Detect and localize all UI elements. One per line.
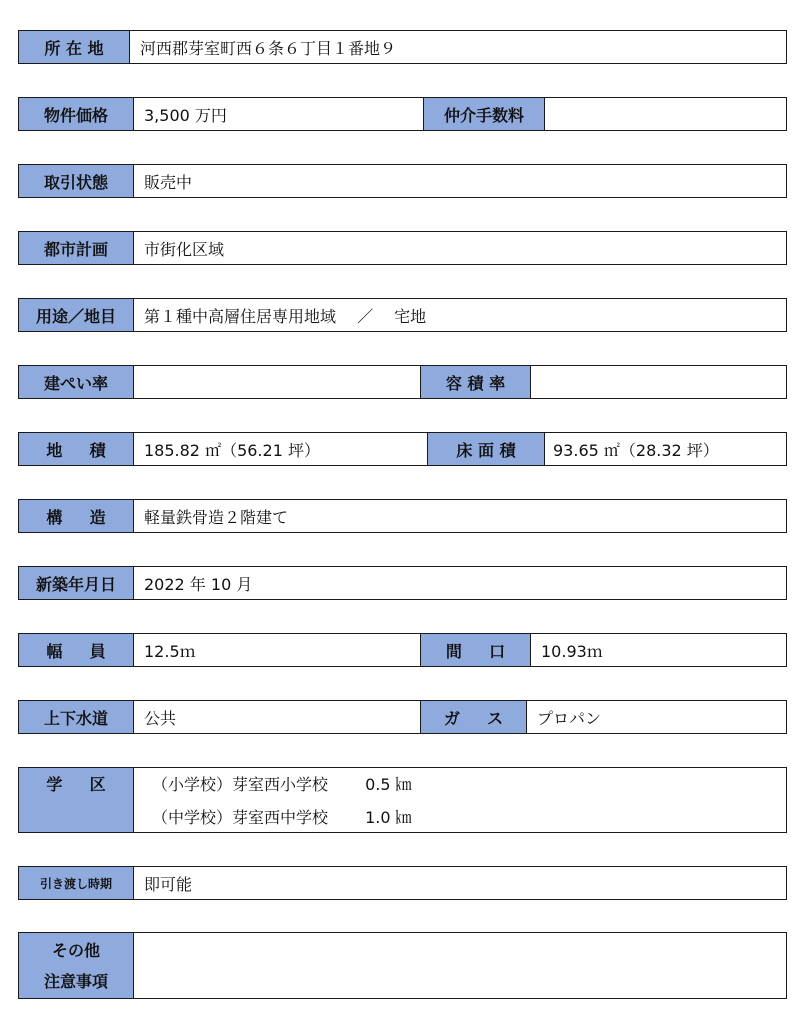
gas-label: ガ ス bbox=[420, 700, 527, 734]
coverage-label: 建ぺい率 bbox=[18, 365, 134, 399]
built-label: 新築年月日 bbox=[18, 566, 134, 600]
gas-value: プロパン bbox=[537, 708, 602, 728]
frontage-value: 10.93ｍ bbox=[541, 641, 603, 661]
school-junior-high: （中学校）芽室西中学校 1.0 ㎞ bbox=[152, 807, 412, 827]
status-value: 販売中 bbox=[144, 172, 193, 192]
school-elementary: （小学校）芽室西小学校 0.5 ㎞ bbox=[152, 774, 412, 794]
land-area-value: 185.82 ㎡（56.21 坪） bbox=[144, 440, 320, 460]
zoning-label: 用途／地目 bbox=[18, 298, 134, 332]
notes-label-line2: 注意事項 bbox=[43, 971, 108, 991]
notes-label-line1: その他 bbox=[51, 940, 100, 960]
water-label: 上下水道 bbox=[18, 700, 134, 734]
status-label: 取引状態 bbox=[18, 164, 134, 198]
price-value: 3,500 万円 bbox=[144, 105, 227, 125]
planning-label: 都市計画 bbox=[18, 231, 134, 265]
planning-value: 市街化区域 bbox=[144, 239, 225, 259]
location-row bbox=[18, 30, 787, 64]
commission-label: 仲介手数料 bbox=[423, 97, 545, 131]
floor-area-value: 93.65 ㎡（28.32 坪） bbox=[553, 440, 719, 460]
floor-area-label: 床 面 積 bbox=[427, 432, 545, 466]
location-value: 河西郡芽室町西６条６丁目１番地９ bbox=[140, 38, 397, 58]
school-label: 学 区 bbox=[18, 767, 134, 833]
handover-value: 即可能 bbox=[144, 874, 193, 894]
notes-label bbox=[18, 932, 134, 999]
floor-area-ratio-label: 容 積 率 bbox=[420, 365, 531, 399]
frontage-label: 間 口 bbox=[420, 633, 531, 667]
land-area-label: 地 積 bbox=[18, 432, 134, 466]
road-width-value: 12.5ｍ bbox=[144, 641, 196, 661]
handover-label: 引き渡し時期 bbox=[18, 866, 134, 900]
location-label: 所 在 地 bbox=[18, 30, 130, 64]
road-width-label: 幅 員 bbox=[18, 633, 134, 667]
price-label: 物件価格 bbox=[18, 97, 134, 131]
built-value: 2022 年 10 月 bbox=[144, 574, 253, 594]
zoning-value: 第１種中高層住居専用地域 ／ 宅地 bbox=[144, 306, 427, 326]
structure-value: 軽量鉄骨造２階建て bbox=[144, 507, 289, 527]
structure-label: 構 造 bbox=[18, 499, 134, 533]
water-value: 公共 bbox=[144, 708, 177, 728]
